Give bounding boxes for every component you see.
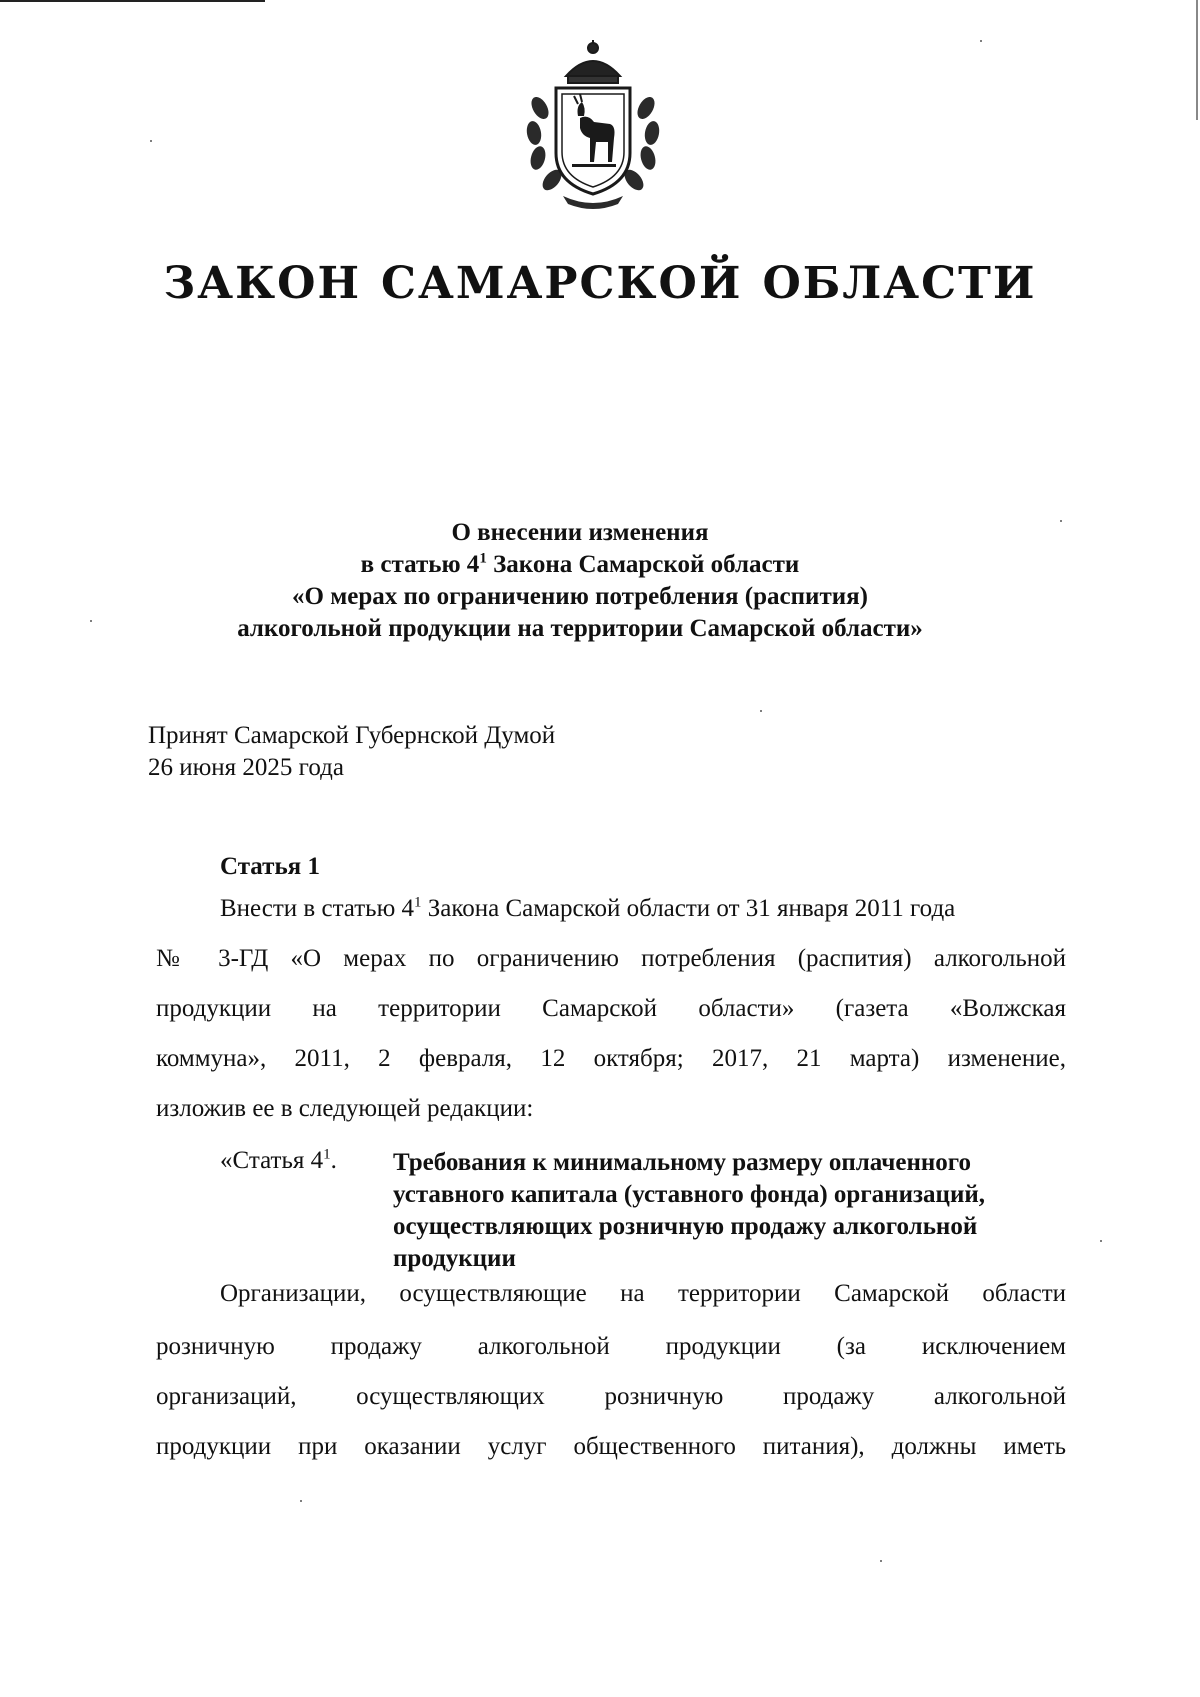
scan-speck: [150, 140, 152, 142]
law-subject: [160, 517, 1000, 645]
scan-speck: [1060, 520, 1062, 522]
subject-line-4: алкогольной продукции на территории Самарской области»: [237, 615, 923, 642]
new-article-title: Требования к минимальному размеру оплаченного уставного капитала (уставного фонда) организаций, осуществляющих розничную продажу алкогольной продукции: [393, 1149, 986, 1272]
scan-speck: [300, 1500, 302, 1502]
subject-line-2: в статью $4^1$ Закона Самарской области: [360, 550, 800, 578]
title-word-2: САМАРСКОЙ: [381, 258, 743, 309]
scan-speck: [760, 710, 762, 712]
article-1-line-5: изложив ее в следующей редакции:: [156, 1095, 534, 1122]
new-article-line-2: розничную продажу алкогольной продукции (за исключением: [156, 1333, 1066, 1360]
adoption-info: [148, 720, 555, 784]
subject-line-3: «О мерах по ограничению потребления (распития): [292, 583, 868, 610]
scan-speck: [980, 40, 982, 42]
article-1-line-1: Внести в статью $4^1$ Закона Самарской области от 31 января 2011 года: [220, 894, 956, 922]
adoption-body: Принят Самарской Губернской Думой: [148, 722, 556, 749]
new-article-label: «Статья $4^1$.: [220, 1146, 337, 1174]
scan-speck: [880, 1560, 882, 1562]
new-article-line-3: организаций, осуществляющих розничную продажу алкогольной: [156, 1383, 1066, 1410]
article-1-line-2: № 3-ГД «О мерах по ограничению потребления (распития) алкогольной: [156, 945, 1066, 972]
scan-artifact-line: [0, 0, 265, 2]
scan-speck: [90, 620, 92, 622]
new-article-line-1: Организации, осуществляющие на территории Самарской области: [220, 1280, 1066, 1307]
adoption-date: 26 июня 2025 года: [148, 754, 344, 781]
new-article-line-4: продукции при оказании услуг общественного питания), должны иметь: [156, 1433, 1066, 1460]
article-1-heading: Статья 1: [220, 853, 320, 880]
samara-coat-of-arms-icon: [518, 38, 668, 210]
title-word-1: ЗАКОН: [163, 258, 362, 309]
scan-speck: [1100, 1240, 1102, 1242]
article-1-line-3: продукции на территории Самарской области» (газета «Волжская: [156, 995, 1066, 1022]
title-word-3: ОБЛАСТИ: [762, 258, 1037, 309]
law-title: [0, 258, 1200, 309]
article-1-line-4: коммуна», 2011, 2 февраля, 12 октября; 2017, 21 марта) изменение,: [156, 1045, 1066, 1072]
scan-edge-mark: [1196, 0, 1198, 120]
subject-line-1: О внесении изменения: [451, 519, 709, 546]
